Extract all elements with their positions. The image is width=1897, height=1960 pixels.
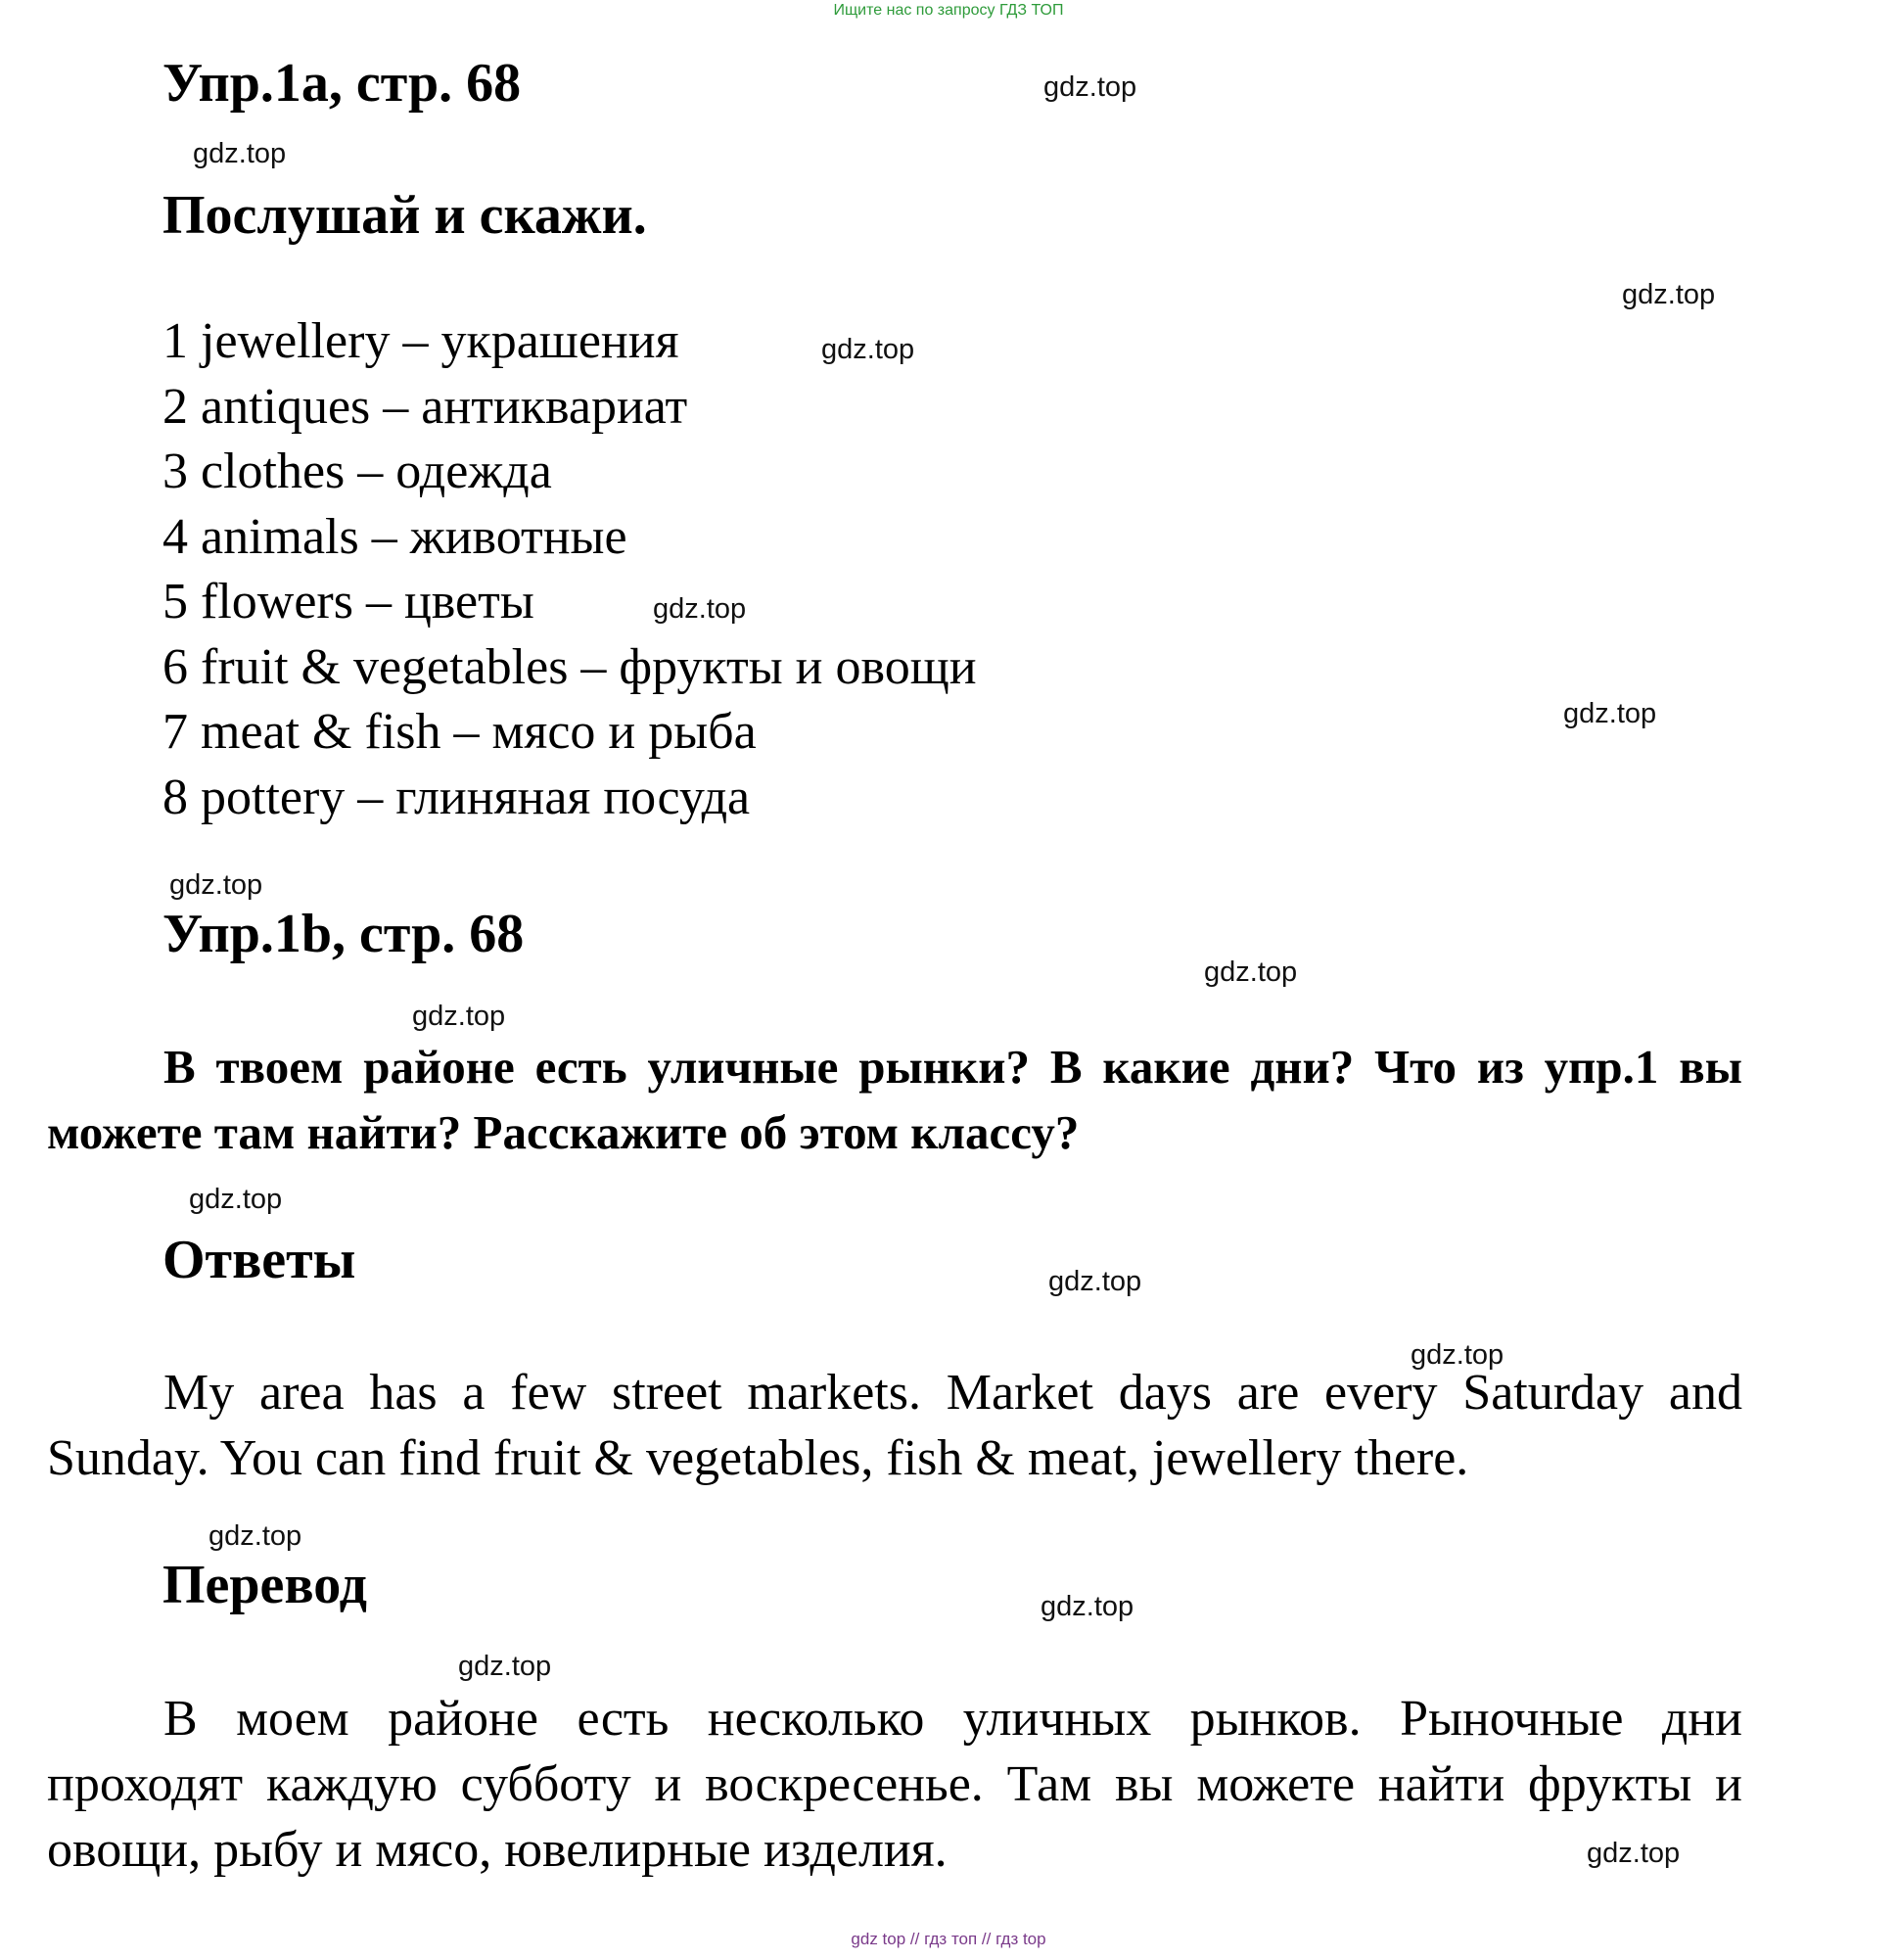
answers-heading: Ответы [162,1230,356,1290]
exercise-1b-question: В твоем районе есть уличные рынки? В какие дни? Что из упр.1 вы можете там найти? Расскажите об этом классу? [47,1040,1742,1159]
vocabulary-list [162,309,977,830]
list-item: 5 flowers – цветы [162,574,534,630]
watermark: gdz.top [412,1001,506,1032]
watermark: gdz.top [1411,1339,1504,1371]
watermark: gdz.top [1563,698,1657,729]
watermark: gdz.top [1048,1266,1142,1297]
watermark: gdz.top [458,1651,552,1682]
list-item: 2 antiques – антиквариат [162,378,688,435]
translation-heading: Перевод [162,1555,367,1615]
list-item: 8 pottery – глиняная посуда [162,769,751,825]
watermark: gdz.top [1622,279,1716,310]
watermark: gdz.top [1204,957,1298,988]
answer-text: My area has a few street markets. Market days are every Saturday and Sunday. You can find fruit & vegetables, fish & meat, jewellery there. [47,1365,1742,1486]
list-item: 1 jewellery – украшения [162,313,679,369]
watermark: gdz.top [1043,71,1137,103]
watermark: gdz.top [189,1184,283,1215]
list-item: 6 fruit & vegetables – фрукты и овощи [162,638,977,695]
translation-text: В моем районе есть несколько уличных рынков. Рыночные дни проходят каждую субботу и воскресенье. Там вы можете найти фрукты и овощи, рыбу и мясо, ювелирные изделия. [47,1691,1742,1878]
exercise-1b-heading: Упр.1b, стр. 68 [162,904,525,964]
exercise-1a-instruction: Послушай и скажи. [162,185,647,246]
bottom-banner: gdz top // гдз топ // гдз top [851,1930,1046,1948]
watermark: gdz.top [653,593,747,625]
watermark: gdz.top [169,869,263,901]
top-banner: Ищите нас по запросу ГДЗ ТОП [833,2,1064,19]
watermark: gdz.top [208,1520,302,1552]
watermark: gdz.top [1587,1838,1681,1869]
watermark: gdz.top [821,334,915,365]
watermark: gdz.top [193,138,287,169]
list-item: 4 animals – животные [162,508,627,565]
list-item: 3 clothes – одежда [162,443,552,499]
exercise-1a-heading: Упр.1a, стр. 68 [162,53,522,114]
list-item: 7 meat & fish – мясо и рыба [162,704,757,760]
watermark: gdz.top [1041,1591,1134,1622]
